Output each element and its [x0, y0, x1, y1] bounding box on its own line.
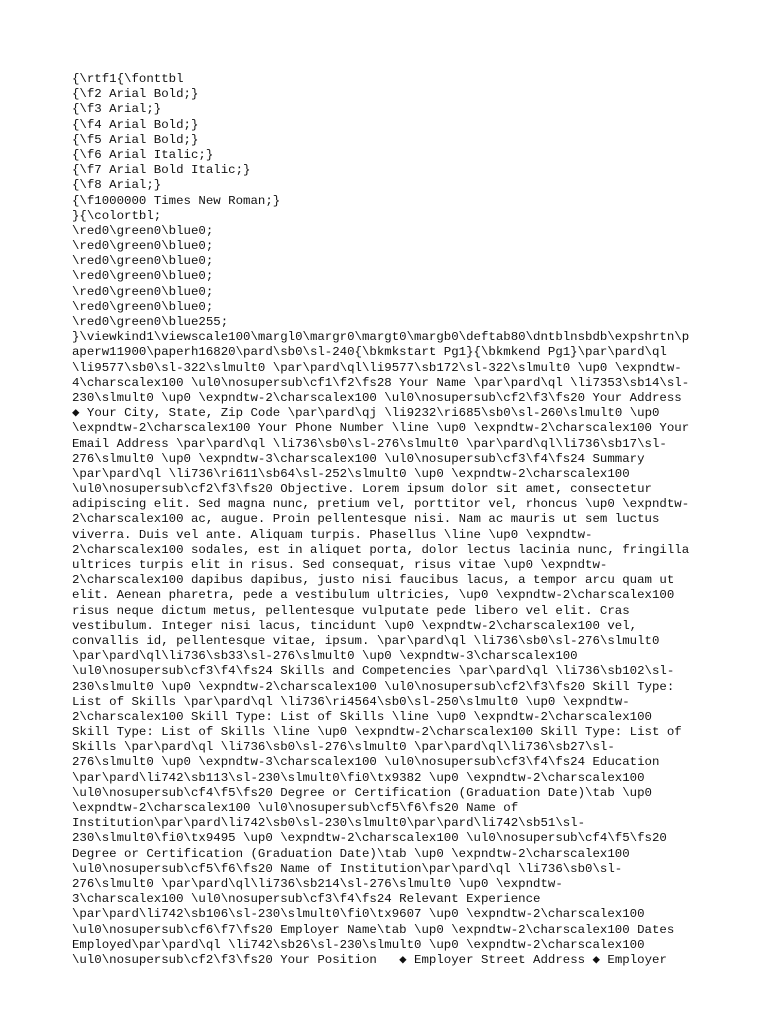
document-line: {\f5 Arial Bold;}	[72, 132, 199, 147]
document-line: \ul0\nosupersub\cf2\f3\fs20 Your Position ◆ Employer Street Address ◆ Employer	[72, 952, 667, 967]
document-line: \ul0\nosupersub\cf6\f7\fs20 Employer Name\tab \up0 \expndtw-2\charscalex100 Dates	[72, 922, 675, 937]
document-line: {\f3 Arial;}	[72, 102, 162, 117]
document-line: 276\slmult0 \par\pard\ql\li736\sb214\sl-276\slmult0 \up0 \expndtw-	[72, 876, 563, 891]
document-line: vestibulum. Integer nisi lacus, tincidunt \up0 \expndtw-2\charscalex100 vel,	[72, 618, 638, 633]
document-line: convallis id, pellentesque vitae, ipsum. \par\pard\ql \li736\sb0\sl-276\slmult0	[72, 633, 660, 648]
document-line: \red0\green0\blue0;	[72, 239, 214, 254]
document-line: 276\slmult0 \up0 \expndtw-3\charscalex100 \ul0\nosupersub\cf3\f4\fs24 Education	[72, 755, 660, 770]
document-line: \red0\green0\blue0;	[72, 284, 214, 299]
document-line: aperw11900\paperh16820\pard\sb0\sl-240{\bkmkstart Pg1}{\bkmkend Pg1}\par\pard\ql	[72, 345, 667, 360]
document-line: \ul0\nosupersub\cf4\f5\fs20 Degree or Certification (Graduation Date)\tab \up0	[72, 785, 652, 800]
document-line: 276\slmult0 \up0 \expndtw-3\charscalex100 \ul0\nosupersub\cf3\f4\fs24 Summary	[72, 451, 645, 466]
document-line: viverra. Duis vel ante. Aliquam turpis. Phasellus \line \up0 \expndtw-	[72, 527, 593, 542]
document-line: \li9577\sb0\sl-322\slmult0 \par\pard\ql\li9577\sb172\sl-322\slmult0 \up0 \expndtw-	[72, 360, 682, 375]
document-line: ◆ Your City, State, Zip Code \par\pard\qj \li9232\ri685\sb0\sl-260\slmult0 \up0	[72, 406, 660, 421]
document-line: 230\slmult0 \up0 \expndtw-2\charscalex100 \ul0\nosupersub\cf2\f3\fs20 Your Address	[72, 390, 682, 405]
document-line: 2\charscalex100 sodales, est in aliquet porta, dolor lectus lacinia nunc, fringilla	[72, 542, 690, 557]
document-line: elit. Aenean pharetra, pede a vestibulum ultricies, \up0 \expndtw-2\charscalex100	[72, 588, 675, 603]
document-line: {\f7 Arial Bold Italic;}	[72, 163, 251, 178]
document-line: Skills \par\pard\ql \li736\sb0\sl-276\slmult0 \par\pard\ql\li736\sb27\sl-	[72, 740, 615, 755]
document-line: 3\charscalex100 \ul0\nosupersub\cf3\f4\fs24 Relevant Experience	[72, 892, 541, 907]
document-line: {\rtf1{\fonttbl	[72, 72, 184, 86]
document-line: \par\pard\li742\sb113\sl-230\slmult0\fi0\tx9382 \up0 \expndtw-2\charscalex100	[72, 770, 645, 785]
document-line: {\f1000000 Times New Roman;}	[72, 193, 281, 208]
document-line: \red0\green0\blue0;	[72, 299, 214, 314]
document-line: Degree or Certification (Graduation Date)\tab \up0 \expndtw-2\charscalex100	[72, 846, 630, 861]
document-line: \par\pard\ql\li736\sb33\sl-276\slmult0 \up0 \expndtw-3\charscalex100	[72, 649, 578, 664]
document-line: \red0\green0\blue0;	[72, 254, 214, 269]
document-line: Skill Type: List of Skills \line \up0 \expndtw-2\charscalex100 Skill Type: List of	[72, 725, 682, 740]
document-line: Email Address \par\pard\ql \li736\sb0\sl-276\slmult0 \par\pard\ql\li736\sb17\sl-	[72, 436, 667, 451]
document-line: \ul0\nosupersub\cf5\f6\fs20 Name of Institution\par\pard\ql \li736\sb0\sl-	[72, 861, 623, 876]
document-line: 2\charscalex100 ac, augue. Proin pellentesque nisi. Nam ac mauris ut sem luctus	[72, 512, 660, 527]
document-line: 4\charscalex100 \ul0\nosupersub\cf1\f2\fs28 Your Name \par\pard\ql \li7353\sb14\sl-	[72, 375, 690, 390]
document-line: \red0\green0\blue255;	[72, 315, 229, 329]
document-line: \expndtw-2\charscalex100 \ul0\nosupersub\cf5\f6\fs20 Name of	[72, 801, 519, 815]
document-line: \ul0\nosupersub\cf3\f4\fs24 Skills and Competencies \par\pard\ql \li736\sb102\sl-	[72, 664, 675, 679]
document-line: Institution\par\pard\li742\sb0\sl-230\slmult0\par\pard\li742\sb51\sl-	[72, 816, 586, 831]
document-line: }\viewkind1\viewscale100\margl0\margr0\margt0\margb0\deftab80\dntblnsbdb\expshrtn\p	[72, 330, 690, 345]
document-line: \par\pard\ql \li736\ri611\sb64\sl-252\slmult0 \up0 \expndtw-2\charscalex100	[72, 466, 630, 481]
document-line: 230\slmult0\fi0\tx9495 \up0 \expndtw-2\charscalex100 \ul0\nosupersub\cf4\f5\fs20	[72, 831, 667, 846]
document-line: Employed\par\pard\ql \li742\sb26\sl-230\slmult0 \up0 \expndtw-2\charscalex100	[72, 937, 645, 952]
document-line: \red0\green0\blue0;	[72, 223, 214, 238]
document-line: {\f2 Arial Bold;}	[72, 87, 199, 102]
document-line: {\f8 Arial;}	[72, 178, 162, 193]
document-line: \par\pard\li742\sb106\sl-230\slmult0\fi0\tx9607 \up0 \expndtw-2\charscalex100	[72, 907, 645, 922]
document-line: }{\colortbl;	[72, 208, 162, 223]
rtf-source-text	[72, 72, 712, 968]
document-line: \red0\green0\blue0;	[72, 269, 214, 284]
document-line: ultrices turpis elit in risus. Sed consequat, risus vitae \up0 \expndtw-	[72, 558, 608, 572]
document-line: List of Skills \par\pard\ql \li736\ri4564\sb0\sl-250\slmult0 \up0 \expndtw-	[72, 694, 630, 709]
document-line: \ul0\nosupersub\cf2\f3\fs20 Objective. Lorem ipsum dolor sit amet, consectetur	[72, 482, 652, 497]
document-line: {\f6 Arial Italic;}	[72, 147, 214, 162]
document-line: {\f4 Arial Bold;}	[72, 117, 199, 132]
document-line: risus neque dictum metus, pellentesque vulputate pede libero vel elit. Cras	[72, 603, 630, 618]
document-line: 230\slmult0 \up0 \expndtw-2\charscalex100 \ul0\nosupersub\cf2\f3\fs20 Skill Type:	[72, 679, 675, 694]
document-line: 2\charscalex100 Skill Type: List of Skills \line \up0 \expndtw-2\charscalex100	[72, 709, 652, 724]
document-line: 2\charscalex100 dapibus dapibus, justo nisi faucibus lacus, a tempor arcu quam ut	[72, 573, 675, 588]
document-line: \expndtw-2\charscalex100 Your Phone Number \line \up0 \expndtw-2\charscalex100 Your	[72, 421, 690, 436]
document-line: adipiscing elit. Sed magna nunc, pretium vel, porttitor vel, rhoncus \up0 \expndtw-	[72, 497, 690, 512]
